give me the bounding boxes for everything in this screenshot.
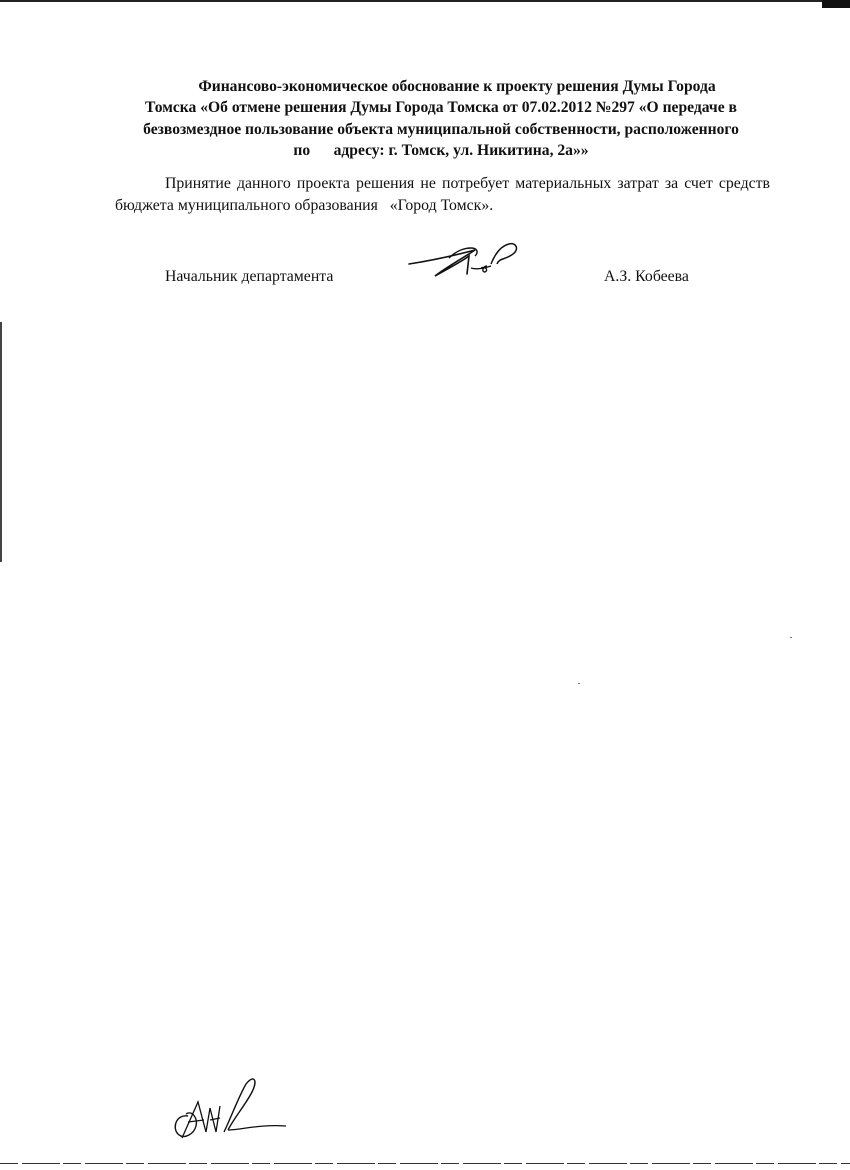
scan-border-top bbox=[0, 0, 850, 2]
body-paragraph: Принятие данного проекта решения не потребует материальных затрат за счет средств бюджета муниципального образования «Город Томск». bbox=[115, 175, 774, 214]
document-title bbox=[108, 76, 774, 162]
title-line: Финансово-экономическое обоснование к проекту решения Думы Города bbox=[198, 78, 716, 95]
scan-speck bbox=[790, 637, 792, 638]
scan-speck bbox=[578, 683, 580, 684]
title-line: безвозмездное пользование объекта муниципальной собственности, расположенного bbox=[143, 120, 739, 138]
handwritten-initials bbox=[168, 1072, 292, 1146]
title-line: по адресу: г. Томск, ул. Никитина, 2а»» bbox=[293, 142, 589, 160]
scan-border-bottom bbox=[0, 1163, 850, 1164]
signatory-position: Начальник департамента bbox=[165, 268, 334, 285]
handwritten-signature bbox=[405, 238, 523, 286]
signatory-name: А.З. Кобеева bbox=[604, 268, 689, 285]
scan-border-left bbox=[0, 322, 2, 562]
scan-corner-mark bbox=[822, 0, 850, 8]
title-line: Томска «Об отмене решения Думы Города Томска от 07.02.2012 №297 «О передаче в bbox=[145, 99, 737, 117]
